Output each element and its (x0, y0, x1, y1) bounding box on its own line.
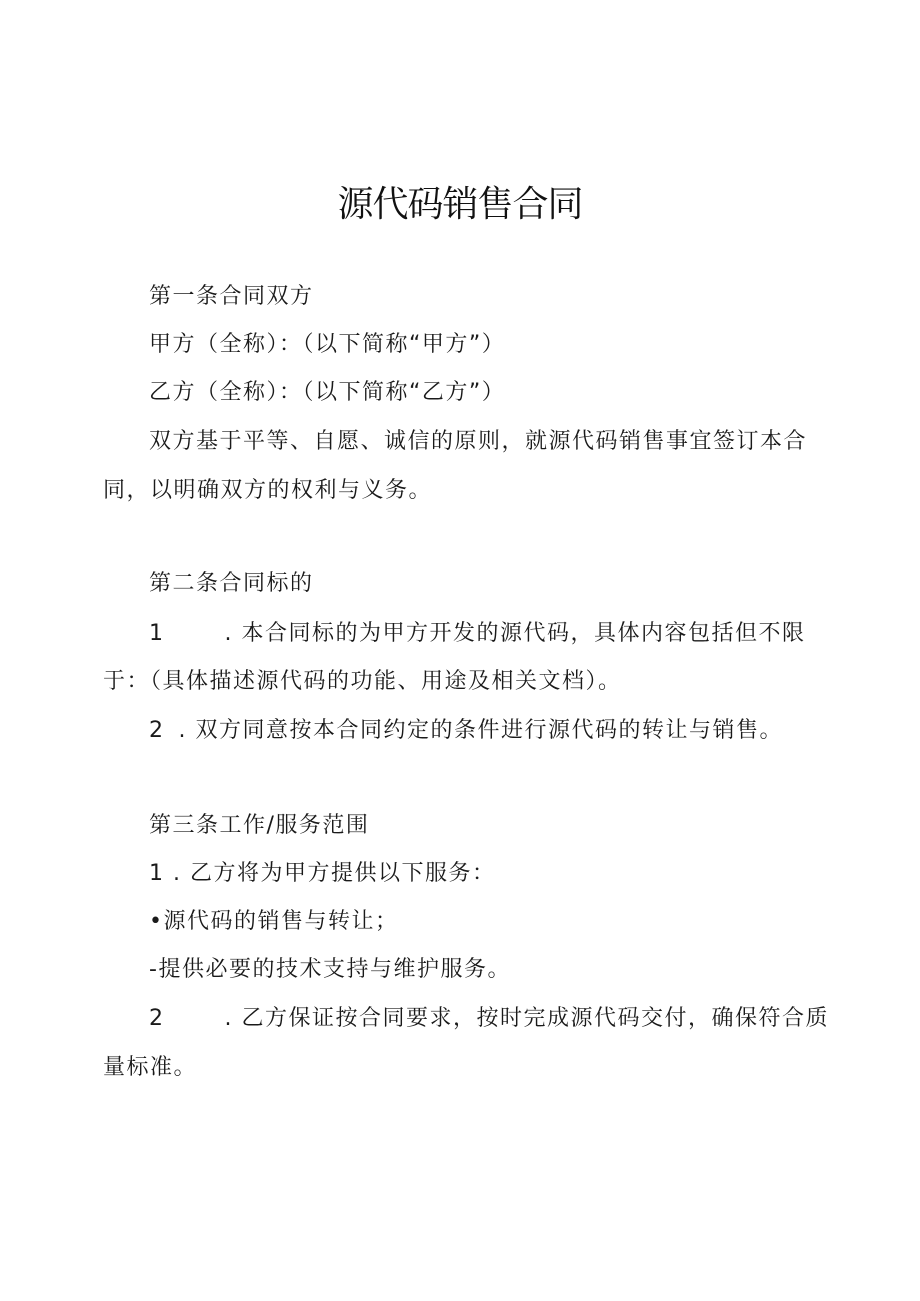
article3-heading: 第三条工作/服务范围 (149, 813, 370, 838)
article1-intro-line2: 同，以明确双方的权利与义务。 (103, 478, 433, 503)
article1-intro-line1: 双方基于平等、自愿、诚信的原则，就源代码销售事宜签订本合 (149, 429, 808, 454)
article3-item2-text: . 乙方保证按合同要求，按时完成源代码交付，确保符合质 (224, 1006, 829, 1031)
document-title: 源代码销售合同 (337, 184, 583, 225)
article3-item2-number: 2 (149, 1006, 165, 1031)
article2-item1-line2: 于：（具体描述源代码的功能、用途及相关文档）。 (103, 669, 622, 694)
article3-item2-line2: 量标准。 (103, 1055, 198, 1080)
party-b-line: 乙方（全称）：（以下简称“乙方”） (149, 380, 506, 405)
party-a-line: 甲方（全称）：（以下简称“甲方”） (149, 332, 506, 357)
article3-item1: 1 . 乙方将为甲方提供以下服务： (149, 861, 496, 886)
article2-item2-number: 2 (149, 718, 165, 743)
article3-bullet2: -提供必要的技术支持与维护服务。 (149, 957, 511, 982)
article3-item2-line1 (149, 1004, 829, 1034)
article2-item2-line (149, 716, 783, 746)
article2-heading: 第二条合同标的 (149, 571, 314, 596)
article3-bullet1: •源代码的销售与转让； (149, 909, 399, 934)
article2-item2-text: . 双方同意按本合同约定的条件进行源代码的转让与销售。 (178, 718, 783, 743)
article2-item1-line1 (149, 619, 806, 649)
article2-item1-text: . 本合同标的为甲方开发的源代码，具体内容包括但不限 (224, 621, 806, 646)
article1-heading: 第一条合同双方 (149, 284, 314, 309)
article2-item1-number: 1 (149, 621, 165, 646)
